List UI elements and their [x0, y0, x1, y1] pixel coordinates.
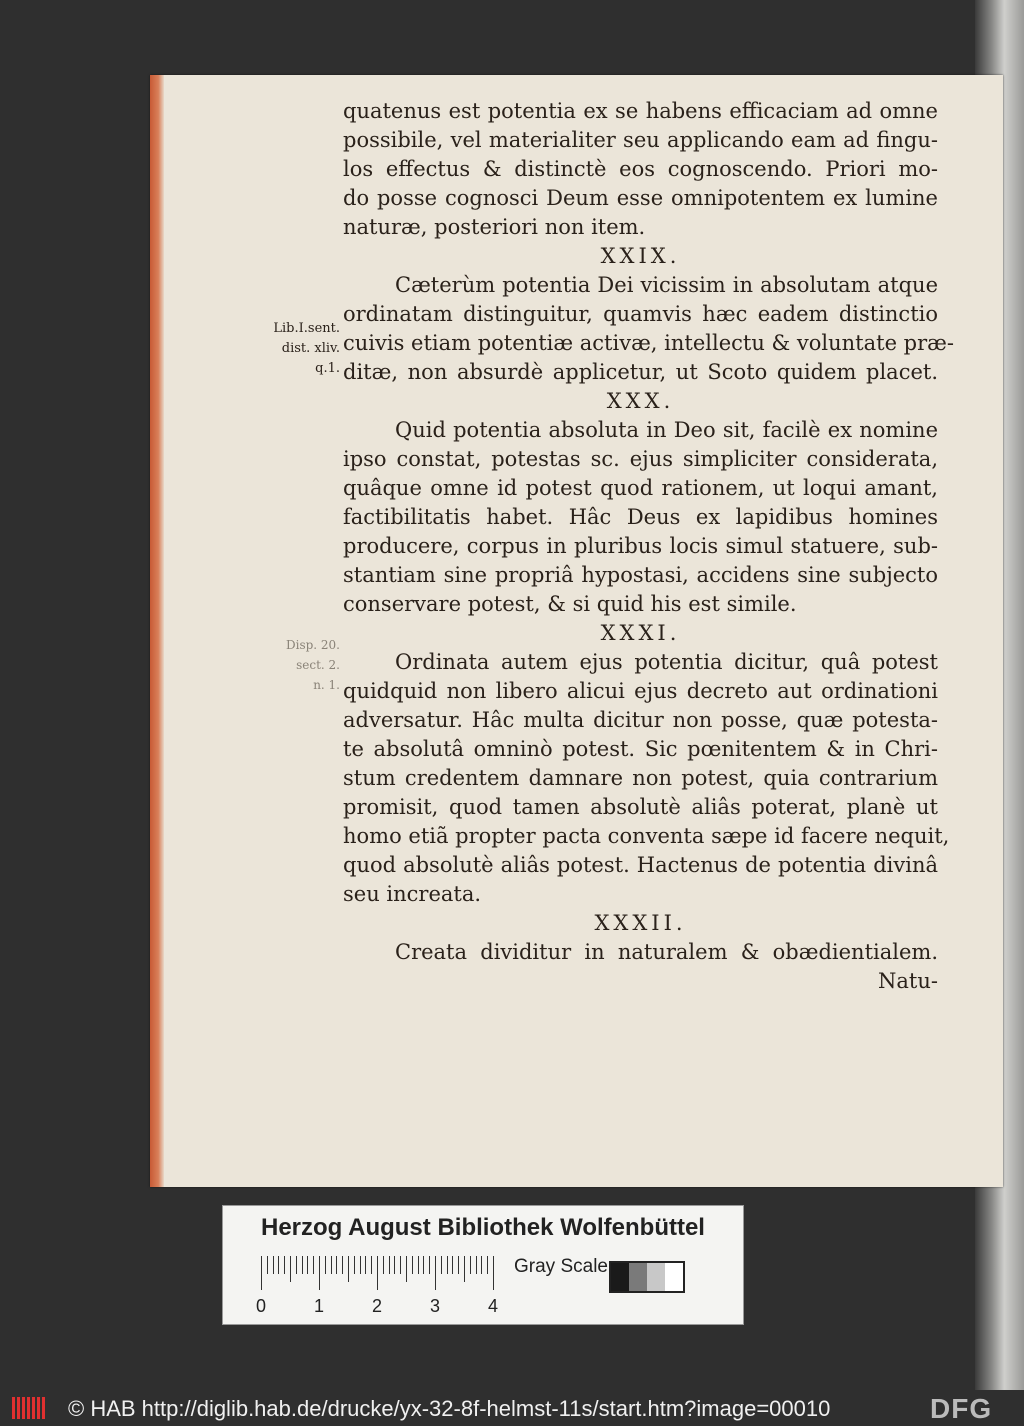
text-line: promisit, quod tamen absolutè aliâs poterat, planè ut — [343, 795, 938, 819]
ruler-tick — [319, 1256, 320, 1290]
ruler-tick — [452, 1256, 453, 1274]
label-title: Herzog August Bibliothek Wolfenbüttel — [261, 1214, 705, 1241]
ruler-tick — [493, 1256, 494, 1290]
ruler-tick — [365, 1256, 366, 1274]
text-line: quâque omne id potest quod rationem, ut loqui amant, — [343, 476, 938, 500]
text-line: quatenus est potentia ex se habens efficaciam ad omne — [343, 99, 938, 123]
faint-marginal-note — [250, 635, 340, 695]
ruler-tick — [476, 1256, 477, 1274]
section-heading: XXXI. — [600, 621, 681, 645]
marginal-line: Disp. 20. — [285, 638, 340, 652]
ruler-tick — [377, 1256, 378, 1290]
text-line: Natu- — [878, 969, 938, 993]
text-line: producere, corpus in pluribus locis simul statuere, sub- — [343, 534, 938, 558]
ruler-tick — [296, 1256, 297, 1274]
ruler-tick — [487, 1256, 488, 1274]
marginal-line: Lib.I.sent. — [273, 321, 340, 336]
ruler-tick — [307, 1256, 308, 1274]
page-red-edge — [150, 75, 164, 1187]
ruler-tick — [354, 1256, 355, 1274]
gray-patch — [647, 1263, 665, 1291]
text-line: Creata dividitur in naturalem & obædientialem. — [395, 940, 938, 964]
section-heading: XXXII. — [594, 911, 687, 935]
gray-scale-label: Gray Scale — [514, 1256, 608, 1277]
text-line: stum credentem damnare non potest, quia contrarium — [343, 766, 938, 790]
text-line: stantiam sine propriâ hypostasi, accidens sine subjecto — [343, 563, 938, 587]
text-line: Cæterùm potentia Dei vicissim in absolutam atque — [395, 273, 938, 297]
ruler-tick — [342, 1256, 343, 1274]
text-line: ipso constat, potestas sc. ejus simpliciter considerata, — [343, 447, 938, 471]
text-line: Quid potentia absoluta in Deo sit, facilè ex nomine — [395, 418, 938, 442]
ruler-number: 4 — [487, 1296, 498, 1316]
text-line: te absolutâ omninò potest. Sic pœnitentem & in Chri- — [343, 737, 938, 761]
ruler-number: 1 — [313, 1296, 324, 1316]
ruler-tick — [412, 1256, 413, 1274]
marginal-line: q.1. — [315, 361, 340, 376]
hab-logo-icon — [12, 1397, 48, 1419]
text-line: do posse cognosci Deum esse omnipotentem ex lumine — [343, 186, 938, 210]
marginal-note — [250, 319, 340, 379]
text-line: los effectus & distinctè eos cognoscendo. Priori mo- — [343, 157, 938, 181]
ruler-tick — [418, 1256, 419, 1274]
marginal-line: dist. xliv. — [281, 341, 340, 356]
ruler-tick — [394, 1256, 395, 1274]
ruler-tick — [470, 1256, 471, 1274]
ruler-tick — [389, 1256, 390, 1274]
ruler-tick — [313, 1256, 314, 1274]
dfg-logo: DFG — [930, 1393, 993, 1424]
marginal-line: n. 1. — [313, 678, 340, 692]
ruler-tick — [400, 1256, 401, 1274]
gray-patch — [611, 1263, 629, 1291]
ruler-tick — [447, 1256, 448, 1274]
footer-bar — [0, 1390, 1024, 1426]
marginal-line: sect. 2. — [296, 658, 340, 672]
ruler-tick — [348, 1256, 349, 1282]
text-line: ordinatam distinguitur, quamvis hæc eadem distinctio — [343, 302, 938, 326]
ruler-tick — [383, 1256, 384, 1274]
library-label-card — [222, 1205, 744, 1325]
text-line: seu increata. — [343, 882, 482, 906]
text-line: cuivis etiam potentiæ activæ, intellectu & voluntate præ- — [343, 331, 954, 355]
text-line: conservare potest, & si quid his est simile. — [343, 592, 797, 616]
ruler-tick — [267, 1256, 268, 1274]
ruler-tick — [331, 1256, 332, 1274]
ruler-tick — [371, 1256, 372, 1274]
ruler-number: 3 — [429, 1296, 440, 1316]
ruler-number: 2 — [371, 1296, 382, 1316]
text-line: homo etiã propter pacta conventa sæpe id facere nequit, — [343, 824, 950, 848]
ruler-tick — [481, 1256, 482, 1274]
ruler-tick — [423, 1256, 424, 1274]
main-text-block — [343, 97, 954, 996]
ruler-tick — [261, 1256, 262, 1290]
gray-patch — [665, 1263, 683, 1291]
ruler-tick — [441, 1256, 442, 1274]
book-page — [150, 75, 1003, 1187]
ruler-tick — [429, 1256, 430, 1274]
ruler-tick — [325, 1256, 326, 1274]
text-line: quod absolutè aliâs potest. Hactenus de potentia divinâ — [343, 853, 938, 877]
ruler-scale — [255, 1256, 501, 1316]
ruler-tick — [435, 1256, 436, 1290]
section-heading: XXIX. — [600, 244, 681, 268]
ruler-tick — [458, 1256, 459, 1274]
text-line: Ordinata autem ejus potentia dicitur, quâ potest — [395, 650, 938, 674]
ruler-tick — [302, 1256, 303, 1274]
text-line: adversatur. Hâc multa dicitur non posse, quæ potesta- — [343, 708, 938, 732]
ruler-number: 0 — [255, 1296, 266, 1316]
ruler-tick — [406, 1256, 407, 1282]
text-line: possibile, vel materialiter seu applicando eam ad fingu- — [343, 128, 938, 152]
ruler-tick — [360, 1256, 361, 1274]
footer-url-text: © HAB http://diglib.hab.de/drucke/yx-32-8f-helmst-11s/start.htm?image=00010 — [68, 1396, 831, 1421]
ruler-tick — [273, 1256, 274, 1274]
text-line: naturæ, posteriori non item. — [343, 215, 646, 239]
ruler-tick — [278, 1256, 279, 1274]
text-line: ditæ, non absurdè applicetur, ut Scoto quidem placet. — [343, 360, 938, 384]
text-line: quidquid non libero alicui ejus decreto aut ordinationi — [343, 679, 938, 703]
ruler-tick — [336, 1256, 337, 1274]
text-line: factibilitatis habet. Hâc Deus ex lapidibus homines — [343, 505, 938, 529]
ruler-tick — [290, 1256, 291, 1282]
ruler-tick — [464, 1256, 465, 1282]
gray-patch — [629, 1263, 647, 1291]
ruler-tick — [284, 1256, 285, 1274]
section-heading: XXX. — [606, 389, 675, 413]
gray-scale-patches — [609, 1261, 685, 1293]
